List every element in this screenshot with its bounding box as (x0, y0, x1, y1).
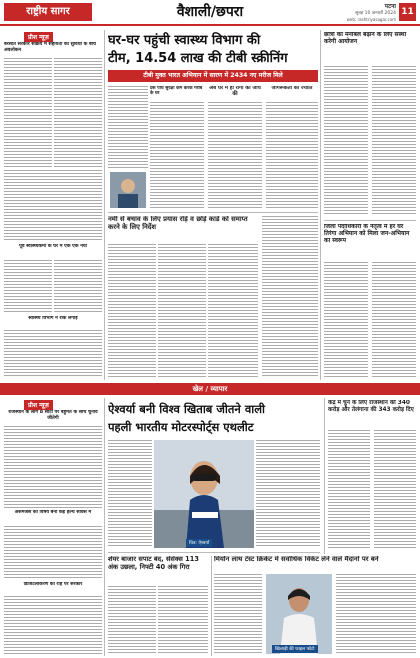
athlete-photo (154, 440, 254, 548)
left-col-head-2: पूर्व स्वास्थ्यकर्मी के घर में एक एक नया (19, 244, 87, 249)
divider (108, 552, 320, 553)
bottom-headline-2: मियोन लाथ टेस्ट क्रिकेट में सर्वाधिक विकेट लेने वाले मैदानों पर बने (214, 556, 379, 563)
photo-caption-2: खिलाड़ी की फाइल फोटो (272, 645, 318, 653)
mid-headline: नमी से बचाव के लिए प्रयास रोड़े व छोड़े कार्ड को समाप्त करने के लिए निर्देश (108, 216, 248, 231)
section-banner-label: खेल / व्यापार (192, 385, 228, 393)
bottom-left-col-head-3: डिजिटलीकरण की राह पर सरकार (23, 582, 83, 587)
text-block (4, 526, 102, 580)
column-divider (104, 30, 105, 380)
page-number: 11 (399, 3, 416, 21)
text-block (108, 440, 152, 548)
text-block (108, 586, 156, 654)
photo-caption: चित्र: ऐश्वर्या (186, 539, 212, 547)
text-block (372, 262, 416, 378)
top-section-label: प्रीश न्यूज़ (24, 32, 53, 42)
masthead (0, 0, 420, 26)
text-block (262, 216, 318, 378)
text-block (4, 58, 52, 168)
city-right: पटना (384, 3, 396, 10)
text-block (214, 574, 262, 654)
text-block (208, 244, 258, 378)
website: web: rashtriyasagar.com (346, 17, 396, 22)
col-head-b: अब घर में ही रोगी की जांच की (209, 86, 261, 97)
bottom-headline-line2: पहली भारतीय मोटरस्पोर्ट्स एथलीट (108, 420, 254, 434)
left-col-head-3: स्वास्थ्य विभाग ने रोक लगाई (28, 316, 78, 321)
text-block (208, 102, 262, 210)
top-subhead: टीबी मुक्त भारत अभियान में सारण में 2434 नए मरीज मिले (108, 70, 318, 82)
text-block (158, 586, 208, 654)
right-headline: छात्रों का मनोबल बढ़ाने के लिए संस्था करेगी आयोजन (324, 32, 407, 45)
text-block (266, 102, 318, 210)
text-block (256, 440, 320, 548)
paper-name: राष्ट्रीय सागर (4, 3, 92, 21)
divider (324, 220, 416, 221)
text-block (4, 426, 102, 508)
top-headline-line1: घर-घर पहुंची स्वास्थ्य विभाग की (108, 33, 261, 48)
column-divider (104, 398, 105, 656)
top-headline-line2: टीम, 14.54 लाख की टीबी स्क्रीनिंग (108, 51, 288, 66)
date-line: सुबह 10 जनवरी 2024 (355, 11, 396, 16)
column-divider (324, 398, 325, 554)
bottom-right-headline: केंद्र में चुने के लिए राजस्थान की 340 करोड़ और तेलंगाना की 343 करोड़ दिए (328, 400, 414, 413)
col-head-a: प्रैस पौधे सुरक्षा कम करके गरीब के घर (150, 86, 203, 97)
col-head-c: जागरूकता की ज्योति (271, 86, 313, 91)
text-block (4, 260, 52, 312)
text-block (324, 262, 368, 378)
city-title: वैशाली/छपरा (176, 4, 244, 20)
cricketer-photo (266, 574, 332, 654)
text-block (158, 244, 206, 378)
bottom-headline-line1: ऐश्वर्या बनी विश्व खिताब जीतने वाली (108, 402, 265, 416)
text-block (336, 574, 416, 654)
right-mid-headline-visible: जिला पदाधिकारी के नेतृत्व में हर घर तिरंगा अभियान को मिला जन-अभियान का स्वरूप (324, 224, 410, 244)
bottom-section-label: प्रीश न्यूज़ (24, 400, 53, 410)
column-divider (211, 556, 212, 656)
text-block (4, 330, 102, 378)
text-block (328, 430, 370, 550)
bottom-headline-1: शेयर बाजार सपाट बंद, सेंसेक्स 113 अंक उछला, निफ्टी 40 अंक गिरा (108, 556, 199, 571)
text-block (374, 430, 416, 550)
text-block (4, 596, 102, 654)
text-block (150, 102, 204, 210)
bottom-left-col-head-1: राजस्थान के लोग 8 सीटों पर बहुमत के साथ चुनाव जीतेगी (8, 410, 98, 421)
text-block (372, 66, 416, 216)
text-block (54, 260, 102, 312)
divider (108, 212, 318, 213)
text-block (108, 244, 156, 378)
column-divider (320, 30, 321, 380)
text-block (108, 86, 148, 170)
text-block (54, 58, 102, 168)
text-block (324, 66, 368, 216)
section-banner (0, 383, 420, 395)
text-block (4, 170, 102, 240)
news-photo-small (110, 172, 146, 208)
bottom-left-col-head-2: असमंजस का विषय बना कई हेल्थ सर्विस में (14, 510, 92, 515)
left-col-head-1: बरसात सरकार सक्रिय में सहायता की सुविधा के बीच अवलोकन (4, 42, 96, 53)
